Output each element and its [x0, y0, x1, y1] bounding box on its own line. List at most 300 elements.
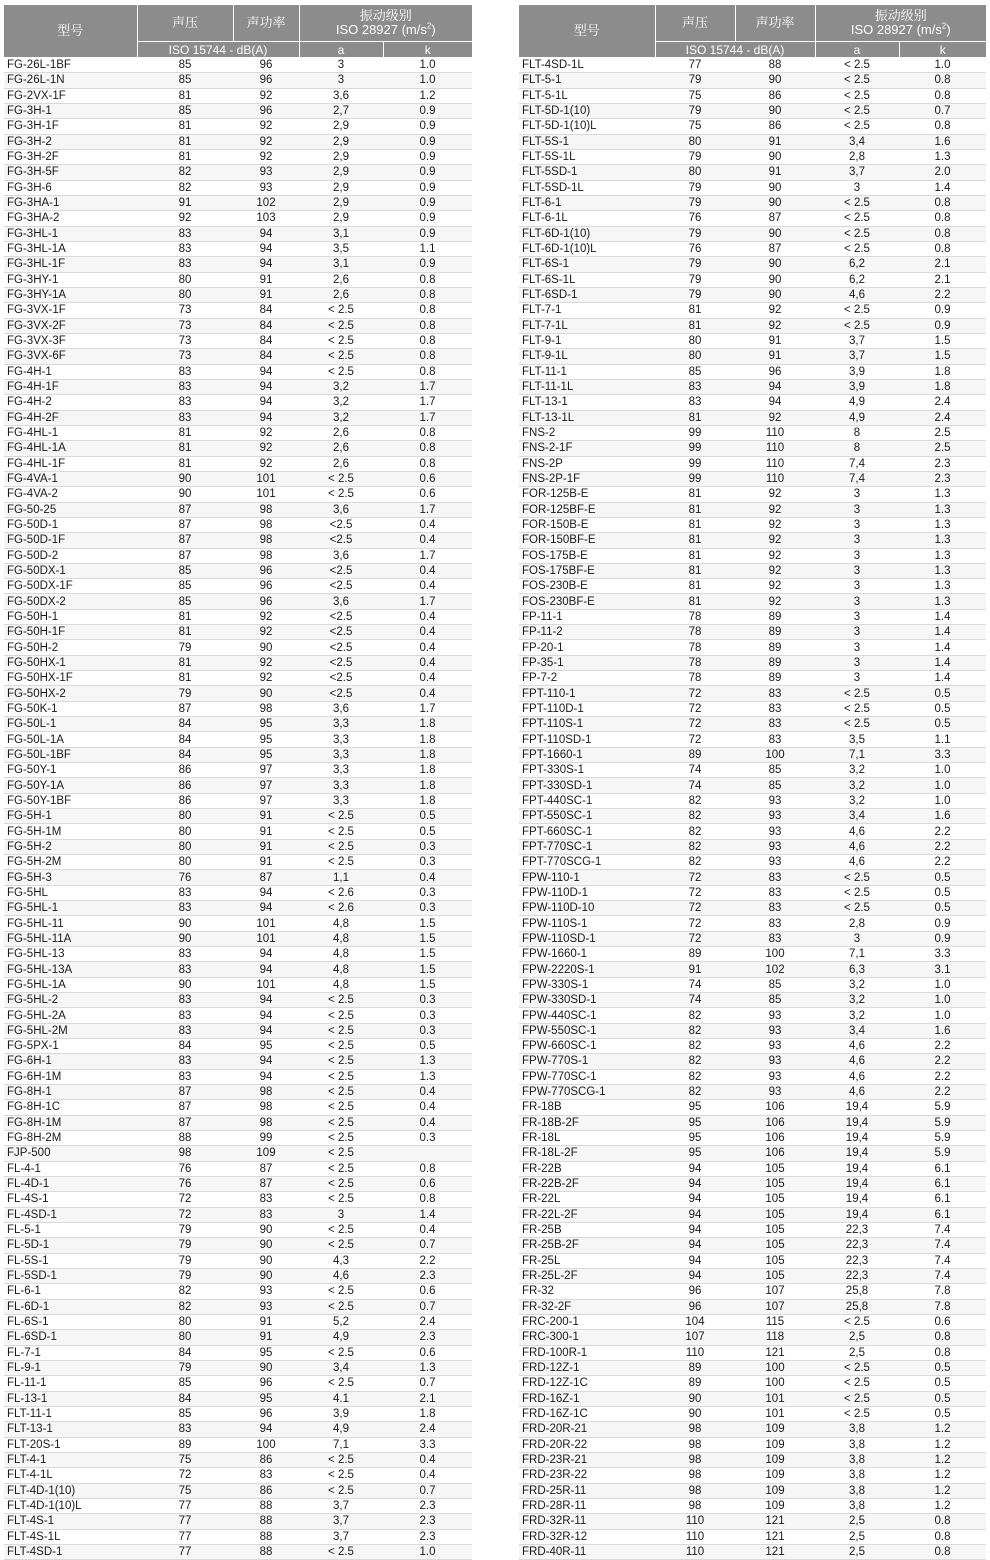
cell-model: FRD-23R-22: [519, 1468, 655, 1483]
cell-sound-power: 95: [233, 1345, 299, 1360]
table-row: [519, 1544, 986, 1559]
cell-vibration-a: < 2.5: [299, 1084, 383, 1099]
cell-sound-power: 85: [735, 993, 815, 1008]
header-vibration-close: ): [431, 22, 436, 37]
cell-vibration-a: 3: [815, 640, 899, 655]
cell-sound-power: 94: [233, 1422, 299, 1437]
cell-sound-pressure: 90: [655, 1406, 735, 1421]
cell-sound-pressure: 81: [137, 671, 233, 686]
cell-vibration-k: 0.8: [899, 1544, 986, 1559]
table-row: [519, 1222, 986, 1237]
cell-sound-power: 101: [233, 916, 299, 931]
cell-sound-power: 109: [735, 1422, 815, 1437]
table-row: [519, 732, 986, 747]
cell-vibration-a: 3,1: [299, 226, 383, 241]
cell-vibration-a: 6,2: [815, 272, 899, 287]
table-row: [519, 103, 986, 118]
cell-sound-power: 88: [735, 58, 815, 73]
table-row: [4, 962, 472, 977]
cell-sound-power: 88: [233, 1498, 299, 1513]
table-row: [4, 931, 472, 946]
cell-vibration-k: 1.8: [383, 717, 472, 732]
cell-sound-power: 83: [233, 1468, 299, 1483]
cell-sound-pressure: 82: [137, 180, 233, 195]
cell-sound-power: 101: [735, 1391, 815, 1406]
cell-model: FLT-7-1L: [519, 318, 655, 333]
cell-sound-power: 90: [233, 1360, 299, 1375]
cell-vibration-k: 0.8: [899, 211, 986, 226]
cell-vibration-a: 19,4: [815, 1115, 899, 1130]
cell-vibration-k: 1.2: [899, 1483, 986, 1498]
cell-sound-pressure: 80: [137, 1314, 233, 1329]
cell-sound-power: 92: [735, 594, 815, 609]
cell-sound-pressure: 81: [655, 548, 735, 563]
cell-vibration-a: 3,2: [299, 379, 383, 394]
table-row: [519, 1391, 986, 1406]
cell-vibration-k: 1.2: [899, 1498, 986, 1513]
cell-sound-pressure: 72: [655, 901, 735, 916]
table-row: [4, 839, 472, 854]
cell-sound-power: 83: [735, 732, 815, 747]
cell-vibration-a: 3,6: [299, 594, 383, 609]
cell-model: FR-18L: [519, 1130, 655, 1145]
cell-sound-power: 92: [233, 655, 299, 670]
table-row: [519, 1192, 986, 1207]
cell-vibration-k: 0.8: [383, 364, 472, 379]
table-row: [4, 1391, 472, 1406]
cell-sound-pressure: 77: [137, 1498, 233, 1513]
cell-vibration-k: 1.0: [899, 778, 986, 793]
cell-sound-pressure: 76: [137, 870, 233, 885]
cell-sound-power: 121: [735, 1514, 815, 1529]
cell-model: FLT-13-1L: [519, 410, 655, 425]
cell-vibration-k: 0.8: [899, 1345, 986, 1360]
cell-vibration-k: 2.3: [383, 1514, 472, 1529]
cell-vibration-k: 3.3: [899, 747, 986, 762]
cell-model: FG-4H-1F: [4, 379, 137, 394]
cell-sound-pressure: 78: [655, 625, 735, 640]
cell-sound-power: 101: [233, 931, 299, 946]
cell-model: FPW-110S-1: [519, 916, 655, 931]
cell-model: FG-3HL-1: [4, 226, 137, 241]
cell-vibration-a: 25,8: [815, 1299, 899, 1314]
cell-sound-power: 87: [233, 1176, 299, 1191]
cell-sound-power: 101: [233, 487, 299, 502]
cell-sound-pressure: 87: [137, 502, 233, 517]
cell-sound-power: 97: [233, 793, 299, 808]
table-row: [519, 149, 986, 164]
cell-sound-power: 93: [735, 1008, 815, 1023]
cell-vibration-a: 3,8: [815, 1452, 899, 1467]
cell-vibration-k: 7.4: [899, 1268, 986, 1283]
cell-sound-power: 93: [233, 165, 299, 180]
cell-model: FG-50Y-1A: [4, 778, 137, 793]
cell-vibration-k: 0.8: [383, 287, 472, 302]
table-row: [519, 241, 986, 256]
cell-model: FPT-110SD-1: [519, 732, 655, 747]
spec-table-right: [519, 5, 986, 1560]
table-row: [519, 165, 986, 180]
cell-vibration-a: 3,5: [815, 732, 899, 747]
cell-sound-pressure: 79: [655, 257, 735, 272]
cell-sound-power: 83: [735, 901, 815, 916]
cell-sound-pressure: 76: [655, 211, 735, 226]
cell-vibration-a: 3,3: [299, 732, 383, 747]
cell-sound-pressure: 83: [137, 1054, 233, 1069]
cell-vibration-a: 3,2: [815, 1008, 899, 1023]
cell-sound-pressure: 81: [655, 410, 735, 425]
cell-sound-pressure: 79: [655, 149, 735, 164]
cell-model: FNS-2P-1F: [519, 471, 655, 486]
cell-sound-pressure: 77: [137, 1514, 233, 1529]
cell-sound-power: 92: [735, 303, 815, 318]
table-row: [519, 809, 986, 824]
cell-vibration-a: < 2.5: [815, 1360, 899, 1375]
cell-model: FG-4HL-1F: [4, 456, 137, 471]
cell-sound-pressure: 82: [137, 1299, 233, 1314]
cell-sound-power: 106: [735, 1146, 815, 1161]
table-row: [519, 272, 986, 287]
table-row: [4, 1192, 472, 1207]
cell-model: FPW-660SC-1: [519, 1039, 655, 1054]
cell-vibration-a: 7,4: [815, 471, 899, 486]
cell-vibration-a: < 2.5: [815, 241, 899, 256]
cell-sound-power: 93: [735, 839, 815, 854]
cell-model: FG-4H-1: [4, 364, 137, 379]
cell-vibration-a: 3,2: [815, 993, 899, 1008]
table-row: [4, 195, 472, 210]
cell-vibration-k: 1.5: [383, 962, 472, 977]
cell-model: FG-50Y-1: [4, 763, 137, 778]
table-row: [519, 793, 986, 808]
table-row: [519, 824, 986, 839]
cell-sound-power: 105: [735, 1207, 815, 1222]
cell-sound-power: 92: [233, 149, 299, 164]
table-row: [4, 717, 472, 732]
cell-sound-pressure: 83: [137, 885, 233, 900]
cell-sound-pressure: 79: [655, 195, 735, 210]
cell-sound-power: 91: [233, 839, 299, 854]
cell-vibration-a: < 2.5: [299, 1115, 383, 1130]
cell-vibration-a: 3,1: [299, 257, 383, 272]
cell-model: FG-3HL-1F: [4, 257, 137, 272]
table-row: [4, 103, 472, 118]
cell-model: FLT-6D-1(10): [519, 226, 655, 241]
cell-model: FOR-150BF-E: [519, 533, 655, 548]
table-row: [519, 1268, 986, 1283]
cell-vibration-a: < 2.5: [815, 88, 899, 103]
cell-model: FPW-440SC-1: [519, 1008, 655, 1023]
cell-sound-power: 92: [735, 502, 815, 517]
cell-sound-power: 98: [233, 1100, 299, 1115]
cell-sound-power: 110: [735, 441, 815, 456]
cell-sound-pressure: 90: [137, 977, 233, 992]
cell-sound-pressure: 83: [137, 962, 233, 977]
table-row: [519, 1437, 986, 1452]
table-row: [519, 1498, 986, 1513]
cell-sound-power: 91: [735, 165, 815, 180]
cell-sound-power: 92: [735, 548, 815, 563]
cell-sound-pressure: 72: [655, 717, 735, 732]
cell-sound-power: 97: [233, 778, 299, 793]
cell-vibration-k: 0.8: [899, 119, 986, 134]
table-row: [4, 1115, 472, 1130]
cell-model: FRC-200-1: [519, 1314, 655, 1329]
table-row: [519, 287, 986, 302]
cell-vibration-k: 2.2: [899, 1039, 986, 1054]
table-row: [519, 1115, 986, 1130]
cell-model: FG-4VA-1: [4, 471, 137, 486]
cell-sound-power: 90: [233, 1238, 299, 1253]
cell-vibration-k: 0.5: [899, 901, 986, 916]
cell-vibration-k: 1.3: [383, 1054, 472, 1069]
cell-sound-power: 94: [233, 410, 299, 425]
cell-sound-power: 87: [735, 211, 815, 226]
cell-sound-pressure: 82: [655, 809, 735, 824]
cell-sound-pressure: 81: [137, 625, 233, 640]
cell-model: FPW-2220S-1: [519, 962, 655, 977]
cell-sound-pressure: 81: [655, 594, 735, 609]
cell-vibration-a: 3: [815, 671, 899, 686]
cell-sound-pressure: 95: [655, 1146, 735, 1161]
cell-model: FLT-6S-1L: [519, 272, 655, 287]
table-row: [519, 58, 986, 73]
table-row: [519, 1330, 986, 1345]
cell-sound-power: 94: [233, 226, 299, 241]
cell-sound-power: 95: [233, 1391, 299, 1406]
cell-vibration-a: 3,4: [299, 1360, 383, 1375]
cell-vibration-k: 0.8: [899, 1514, 986, 1529]
header-vibration-close: ): [946, 22, 951, 37]
table-row: [4, 149, 472, 164]
cell-sound-pressure: 83: [137, 1422, 233, 1437]
table-row: [519, 456, 986, 471]
table-row: [4, 1100, 472, 1115]
cell-sound-power: 85: [735, 977, 815, 992]
cell-vibration-k: 0.3: [383, 839, 472, 854]
cell-vibration-a: 3,7: [815, 333, 899, 348]
cell-model: FRD-16Z-1: [519, 1391, 655, 1406]
cell-sound-power: 97: [233, 763, 299, 778]
table-row: [4, 165, 472, 180]
cell-vibration-a: 2,8: [815, 916, 899, 931]
cell-sound-pressure: 76: [137, 1176, 233, 1191]
table-row: [519, 349, 986, 364]
cell-sound-pressure: 84: [137, 1345, 233, 1360]
cell-sound-power: 105: [735, 1253, 815, 1268]
cell-model: FG-3VX-6F: [4, 349, 137, 364]
cell-vibration-k: 1.2: [899, 1437, 986, 1452]
cell-sound-pressure: 79: [137, 1268, 233, 1283]
cell-sound-power: 90: [233, 1222, 299, 1237]
cell-sound-power: 92: [233, 88, 299, 103]
table-row: [519, 134, 986, 149]
table-row: [519, 364, 986, 379]
cell-vibration-a: 4,6: [815, 1069, 899, 1084]
cell-vibration-a: < 2.5: [299, 993, 383, 1008]
cell-model: FG-5H-2M: [4, 855, 137, 870]
table-row: [4, 73, 472, 88]
cell-vibration-k: 1.3: [383, 1069, 472, 1084]
cell-vibration-a: 3,5: [299, 241, 383, 256]
cell-sound-power: 106: [735, 1100, 815, 1115]
cell-sound-pressure: 85: [137, 563, 233, 578]
cell-model: FLT-4D-1(10): [4, 1483, 137, 1498]
cell-vibration-a: 3: [299, 58, 383, 73]
cell-model: FL-4S-1: [4, 1192, 137, 1207]
table-row: [519, 640, 986, 655]
cell-vibration-k: 0.3: [383, 1023, 472, 1038]
cell-vibration-k: 0.8: [899, 1330, 986, 1345]
cell-vibration-a: 4,6: [815, 824, 899, 839]
table-row: [519, 1130, 986, 1145]
cell-sound-power: 93: [735, 1069, 815, 1084]
cell-vibration-k: 1.0: [383, 58, 472, 73]
cell-sound-power: 92: [735, 579, 815, 594]
cell-vibration-a: < 2.5: [299, 471, 383, 486]
cell-sound-pressure: 82: [655, 1008, 735, 1023]
cell-sound-pressure: 83: [655, 395, 735, 410]
cell-sound-power: 103: [233, 211, 299, 226]
cell-vibration-a: 3: [815, 579, 899, 594]
cell-sound-power: 92: [233, 456, 299, 471]
cell-vibration-a: 4,8: [299, 962, 383, 977]
cell-sound-pressure: 83: [137, 410, 233, 425]
cell-model: FG-6H-1M: [4, 1069, 137, 1084]
cell-vibration-k: 2.4: [383, 1314, 472, 1329]
table-row: [4, 241, 472, 256]
cell-sound-pressure: 81: [137, 655, 233, 670]
cell-sound-power: 99: [233, 1130, 299, 1145]
cell-vibration-k: 3.3: [899, 947, 986, 962]
cell-vibration-k: 0.5: [899, 1376, 986, 1391]
cell-model: FR-25L: [519, 1253, 655, 1268]
cell-vibration-k: 0.8: [383, 318, 472, 333]
cell-model: FG-50HX-1F: [4, 671, 137, 686]
table-row: [4, 1253, 472, 1268]
cell-sound-power: 100: [735, 1360, 815, 1375]
cell-vibration-a: < 2.5: [815, 103, 899, 118]
cell-model: FL-5D-1: [4, 1238, 137, 1253]
cell-vibration-k: 0.5: [899, 885, 986, 900]
cell-vibration-a: 3: [815, 502, 899, 517]
table-row: [4, 502, 472, 517]
cell-vibration-k: 0.3: [383, 855, 472, 870]
table-row: [4, 1345, 472, 1360]
cell-sound-pressure: 73: [137, 303, 233, 318]
cell-sound-power: 91: [233, 1314, 299, 1329]
cell-model: FR-32: [519, 1284, 655, 1299]
cell-vibration-a: 3,2: [815, 778, 899, 793]
cell-vibration-a: 3,8: [815, 1468, 899, 1483]
cell-vibration-a: < 2.5: [815, 73, 899, 88]
cell-vibration-k: 0.6: [383, 1176, 472, 1191]
cell-sound-pressure: 92: [137, 211, 233, 226]
cell-sound-power: 92: [735, 487, 815, 502]
cell-vibration-a: < 2.5: [299, 364, 383, 379]
cell-vibration-a: < 2.5: [299, 1146, 383, 1161]
table-row: [4, 1376, 472, 1391]
table-row: [4, 364, 472, 379]
cell-vibration-k: 0.4: [383, 640, 472, 655]
cell-vibration-k: 2.2: [899, 287, 986, 302]
table-row: [519, 579, 986, 594]
table-row: [4, 1529, 472, 1544]
cell-sound-pressure: 79: [137, 1360, 233, 1375]
cell-vibration-a: < 2.5: [815, 1314, 899, 1329]
cell-model: FJP-500: [4, 1146, 137, 1161]
cell-model: FG-50HX-2: [4, 686, 137, 701]
cell-vibration-k: 7.8: [899, 1284, 986, 1299]
cell-sound-power: 93: [735, 1039, 815, 1054]
cell-vibration-a: 3: [299, 1207, 383, 1222]
cell-model: FG-50D-2: [4, 548, 137, 563]
cell-model: FL-5S-1: [4, 1253, 137, 1268]
cell-vibration-a: 19,4: [815, 1161, 899, 1176]
cell-model: FRD-16Z-1C: [519, 1406, 655, 1421]
cell-sound-power: 84: [233, 318, 299, 333]
cell-vibration-k: 1.8: [383, 763, 472, 778]
cell-vibration-a: < 2.5: [299, 1054, 383, 1069]
cell-vibration-k: 1.0: [899, 977, 986, 992]
cell-vibration-a: 6,3: [815, 962, 899, 977]
cell-vibration-a: 19,4: [815, 1146, 899, 1161]
cell-model: FG-8H-1: [4, 1084, 137, 1099]
cell-sound-pressure: 98: [655, 1422, 735, 1437]
table-row: [519, 625, 986, 640]
cell-sound-pressure: 87: [137, 1100, 233, 1115]
cell-sound-power: 96: [233, 58, 299, 73]
cell-sound-power: 91: [233, 809, 299, 824]
cell-sound-power: 92: [735, 318, 815, 333]
cell-model: FPW-770SCG-1: [519, 1084, 655, 1099]
cell-vibration-a: 3,9: [815, 364, 899, 379]
cell-vibration-a: 3: [299, 73, 383, 88]
cell-sound-power: 121: [735, 1544, 815, 1559]
header-model: 型号: [4, 5, 137, 58]
table-row: [519, 1008, 986, 1023]
cell-vibration-k: 1.0: [899, 763, 986, 778]
cell-sound-pressure: 75: [137, 1452, 233, 1467]
cell-vibration-k: 2.3: [899, 471, 986, 486]
cell-model: FL-4-1: [4, 1161, 137, 1176]
cell-sound-pressure: 84: [137, 1391, 233, 1406]
cell-sound-power: 88: [233, 1514, 299, 1529]
table-row: [4, 211, 472, 226]
cell-sound-pressure: 82: [655, 1039, 735, 1054]
cell-vibration-k: 1.0: [383, 73, 472, 88]
cell-sound-power: 100: [735, 947, 815, 962]
cell-vibration-k: 0.9: [383, 119, 472, 134]
cell-vibration-a: 4,8: [299, 977, 383, 992]
header-noise-standard: ISO 15744 - dB(A): [137, 42, 299, 58]
table-row: [4, 701, 472, 716]
cell-model: FG-8H-1M: [4, 1115, 137, 1130]
cell-model: FG-26L-1BF: [4, 58, 137, 73]
cell-vibration-k: 1.8: [383, 793, 472, 808]
cell-sound-power: 101: [735, 1406, 815, 1421]
cell-vibration-k: 2.2: [899, 1084, 986, 1099]
cell-vibration-k: 1.7: [383, 379, 472, 394]
cell-sound-pressure: 86: [137, 778, 233, 793]
cell-vibration-k: 5.9: [899, 1130, 986, 1145]
cell-model: FG-4HL-1A: [4, 441, 137, 456]
cell-vibration-a: 3,6: [299, 502, 383, 517]
table-row: [519, 901, 986, 916]
cell-vibration-k: 0.5: [383, 1039, 472, 1054]
cell-vibration-a: 3,2: [815, 793, 899, 808]
cell-model: FG-50H-1: [4, 609, 137, 624]
